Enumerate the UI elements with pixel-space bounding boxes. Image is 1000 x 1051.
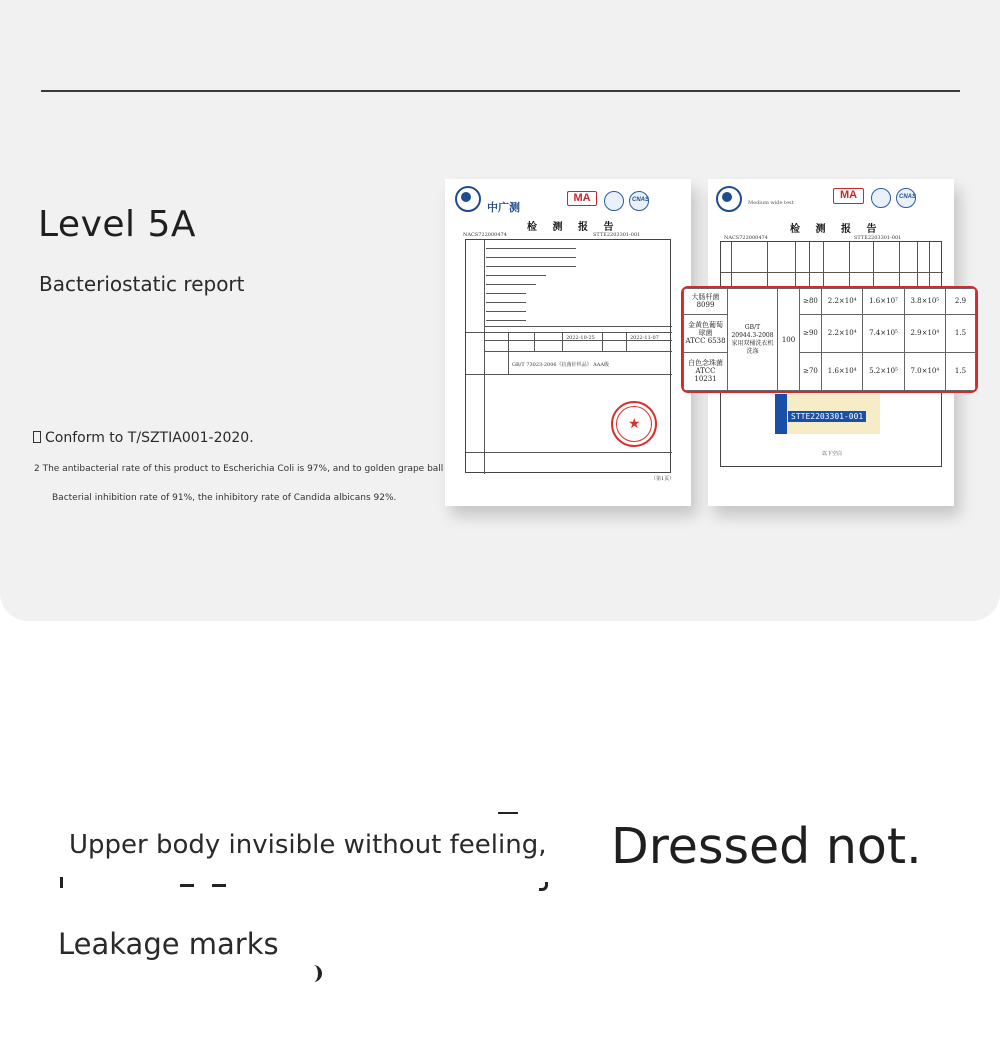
value-cell: 7.0×10⁴ — [904, 352, 945, 390]
slogan-line-3: Leakage marks — [58, 927, 279, 961]
value-cell: 1.6×10⁴ — [822, 352, 863, 390]
slogan-line-1: Upper body invisible without feeling, — [69, 830, 547, 860]
report-heading: 检 测 报 告 — [790, 224, 883, 235]
table-row — [684, 314, 976, 352]
text-fragment — [212, 884, 226, 887]
table-row — [684, 289, 976, 315]
page-footer: （第1页） — [651, 476, 675, 482]
slogan-line-2: Dressed not. — [611, 818, 922, 875]
table-row — [684, 352, 976, 390]
cnas-mark: CNAS — [632, 197, 650, 203]
value-cell: 7.4×10⁵ — [863, 314, 904, 352]
organism-cell: 大肠杆菌 8099 — [684, 289, 728, 315]
highlighted-results-table — [681, 286, 978, 393]
value-cell: 1.6×10⁷ — [863, 289, 904, 315]
value-cell: 1.5 — [946, 314, 976, 352]
photo-caption: 以下空白 — [822, 451, 843, 457]
antibacterial-note-line1: 2 The antibacterial rate of this product to Escherichia Coli is 97%, and to golden grape ball — [34, 464, 444, 474]
text-fragment — [539, 882, 548, 891]
method-cell: GB/T 20944.3-2008 家用双桶洗衣机 洗涤 — [728, 289, 778, 391]
report-id: STTE2203301-001 — [593, 232, 641, 238]
text-fragment — [498, 812, 518, 814]
organism-cell: 金黄色葡萄 球菌 ATCC 6538 — [684, 314, 728, 352]
brand-name: 中广测 — [487, 202, 520, 214]
brand-logo-core-icon — [722, 192, 732, 202]
antibacterial-note-line2: Bacterial inhibition rate of 91%, the inhibitory rate of Candida albicans 92%. — [52, 493, 397, 503]
threshold-cell: ≥70 — [800, 352, 822, 390]
level-title: Level 5A — [38, 204, 197, 245]
report-id: STTE2203301-001 — [854, 235, 902, 241]
report-number: NACS722000474 — [463, 232, 507, 238]
organism-cell: 白色念珠菌 ATCC 10231 — [684, 352, 728, 390]
value-cell: 2.9×10⁴ — [904, 314, 945, 352]
text-fragment — [180, 884, 194, 887]
sample-date: 2022-10-25 — [566, 335, 595, 341]
report-date: 2022-11-07 — [630, 335, 659, 341]
divider-line — [41, 90, 960, 92]
report-heading: 检 测 报 告 — [527, 222, 620, 233]
brand-logo-core-icon — [461, 192, 471, 202]
ma-mark: MA — [567, 191, 597, 206]
value-cell: 2.2×10⁴ — [822, 314, 863, 352]
ma-mark: MA — [833, 188, 864, 204]
value-cell: 2.2×10⁴ — [822, 289, 863, 315]
value-cell: 5.2×10⁵ — [863, 352, 904, 390]
test-report-page-1 — [445, 179, 691, 506]
test-standard: GB/T 73023-2006《抗菌针织品》 AAA级 — [512, 362, 610, 368]
value-cell: 3.8×10⁵ — [904, 289, 945, 315]
text-fragment — [60, 877, 63, 888]
report-subtitle: Bacteriostatic report — [39, 272, 245, 296]
ilac-badge-icon — [604, 191, 624, 211]
threshold-cell: ≥80 — [800, 289, 822, 315]
value-cell: 2.9 — [946, 289, 976, 315]
brand-caption: Medium wide test — [748, 200, 794, 206]
text-fragment — [311, 965, 322, 982]
conform-standard — [33, 430, 254, 446]
count-cell: 100 — [778, 289, 800, 391]
conform-text: Conform to T/SZTIA001-2020. — [45, 430, 254, 446]
ilac-badge-icon — [871, 188, 891, 208]
cnas-mark: CNAS — [899, 194, 917, 200]
sample-photo-edge — [775, 394, 787, 434]
seal-star-icon: ★ — [628, 416, 641, 432]
report-number: NACS722000474 — [724, 235, 768, 241]
sample-label: STTE2203301-001 — [788, 411, 866, 422]
checkbox-glyph-icon — [33, 431, 41, 443]
threshold-cell: ≥90 — [800, 314, 822, 352]
value-cell: 1.5 — [946, 352, 976, 390]
